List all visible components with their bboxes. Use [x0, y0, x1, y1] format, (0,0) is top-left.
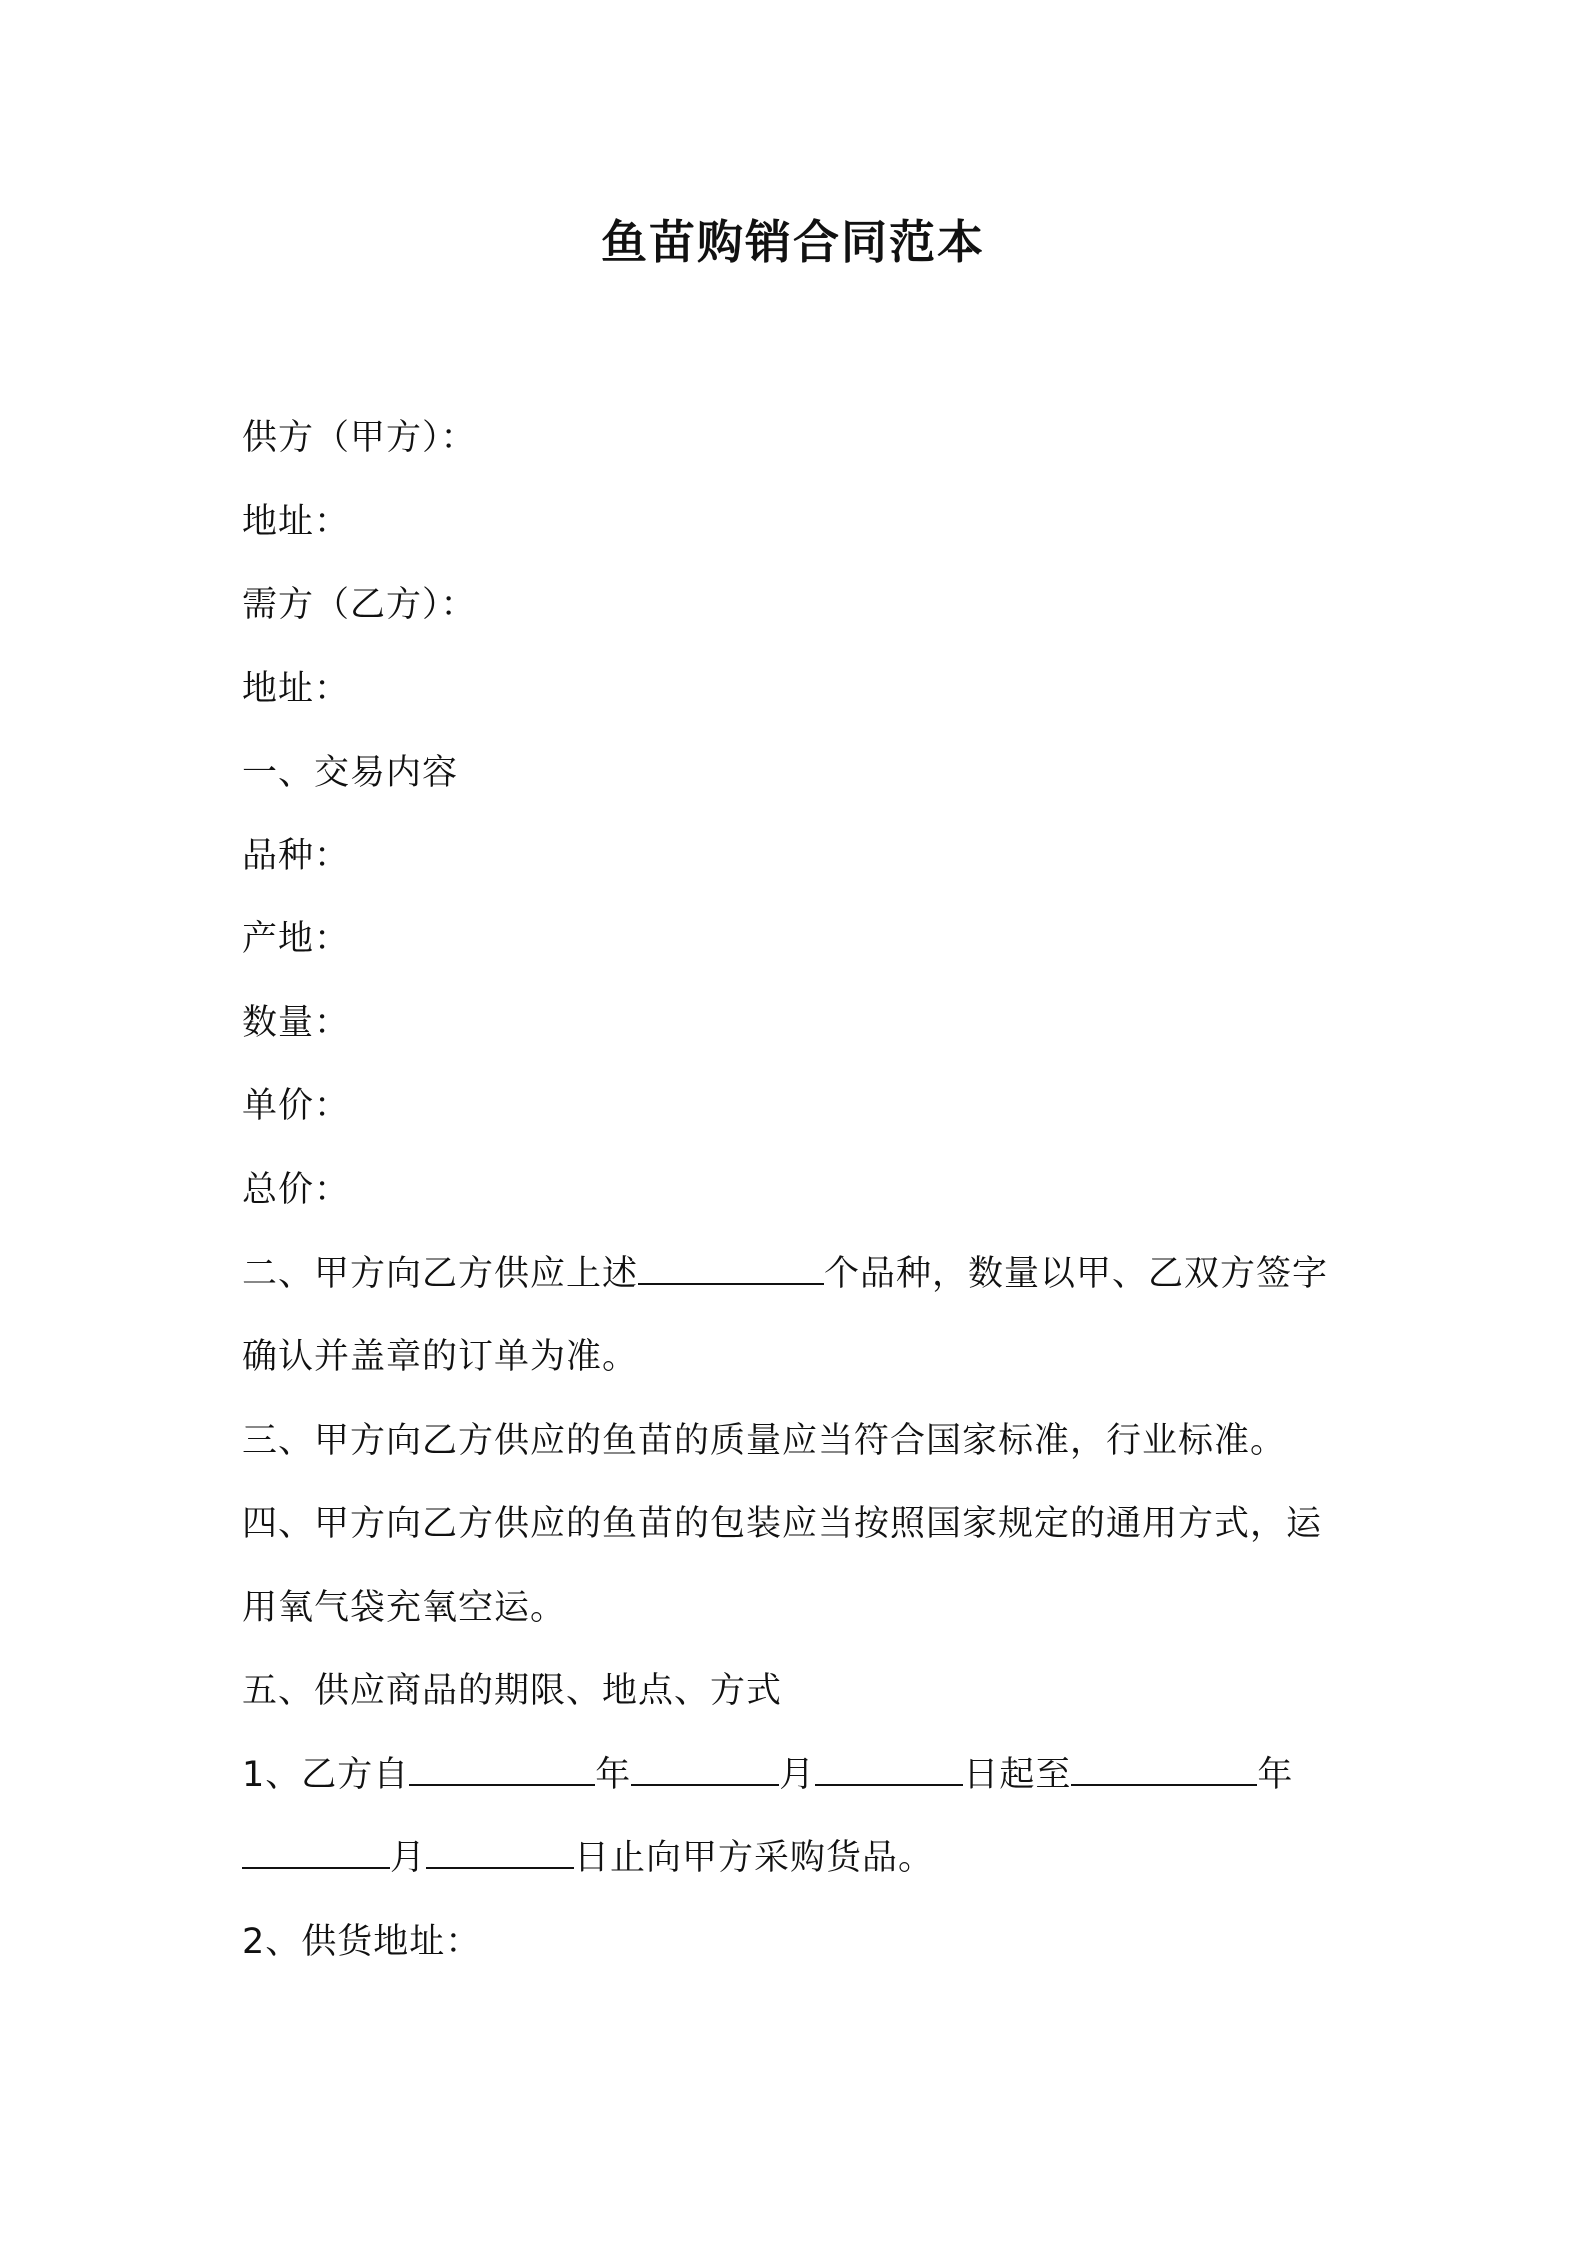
section1-heading: 一、交易内容 [242, 753, 459, 793]
variety-label: 品种： [242, 836, 351, 876]
section2-line1 [242, 1249, 1328, 1299]
buyer-address-label: 地址： [242, 669, 351, 709]
start-day-label: 日起至 [963, 1755, 1072, 1795]
section2-line2: 确认并盖章的订单为准。 [242, 1337, 639, 1377]
end-month-blank[interactable] [242, 1833, 390, 1869]
section5-heading: 五、供应商品的期限、地点、方式 [242, 1671, 783, 1711]
start-year-blank[interactable] [409, 1750, 595, 1786]
origin-label: 产地： [242, 919, 351, 959]
variety-count-blank[interactable] [638, 1249, 824, 1285]
section4-line2: 用氧气袋充氧空运。 [242, 1588, 567, 1628]
section4-line1: 四、甲方向乙方供应的鱼苗的包装应当按照国家规定的通用方式，运 [242, 1504, 1323, 1544]
section2-text-part1: 二、甲方向乙方供应上述 [242, 1254, 639, 1294]
section3: 三、甲方向乙方供应的鱼苗的质量应当符合国家标准，行业标准。 [242, 1421, 1287, 1461]
supplier-address-label: 地址： [242, 502, 351, 542]
buyer-label: 需方（乙方）： [242, 585, 477, 625]
end-day-blank[interactable] [426, 1833, 574, 1869]
unit-price-label: 单价： [242, 1086, 351, 1126]
document-title: 鱼苗购销合同范本 [601, 215, 985, 269]
end-year-label: 年 [1257, 1755, 1294, 1795]
item1-line2 [242, 1833, 934, 1883]
total-price-label: 总价： [242, 1170, 351, 1210]
item1-line1 [242, 1750, 1293, 1800]
start-day-blank[interactable] [815, 1750, 963, 1786]
start-month-blank[interactable] [631, 1750, 779, 1786]
end-month-label: 月 [390, 1838, 427, 1878]
quantity-label: 数量： [242, 1003, 351, 1043]
end-day-label: 日止向甲方采购货品。 [574, 1838, 935, 1878]
item1-prefix: 1、乙方自 [242, 1755, 410, 1795]
start-month-label: 月 [779, 1755, 816, 1795]
start-year-label: 年 [595, 1755, 632, 1795]
end-year-blank[interactable] [1071, 1750, 1257, 1786]
section2-text-part2: 个品种，数量以甲、乙双方签字 [824, 1254, 1329, 1294]
item2-supply-address: 2、供货地址： [242, 1922, 482, 1962]
supplier-label: 供方（甲方）： [242, 418, 477, 458]
